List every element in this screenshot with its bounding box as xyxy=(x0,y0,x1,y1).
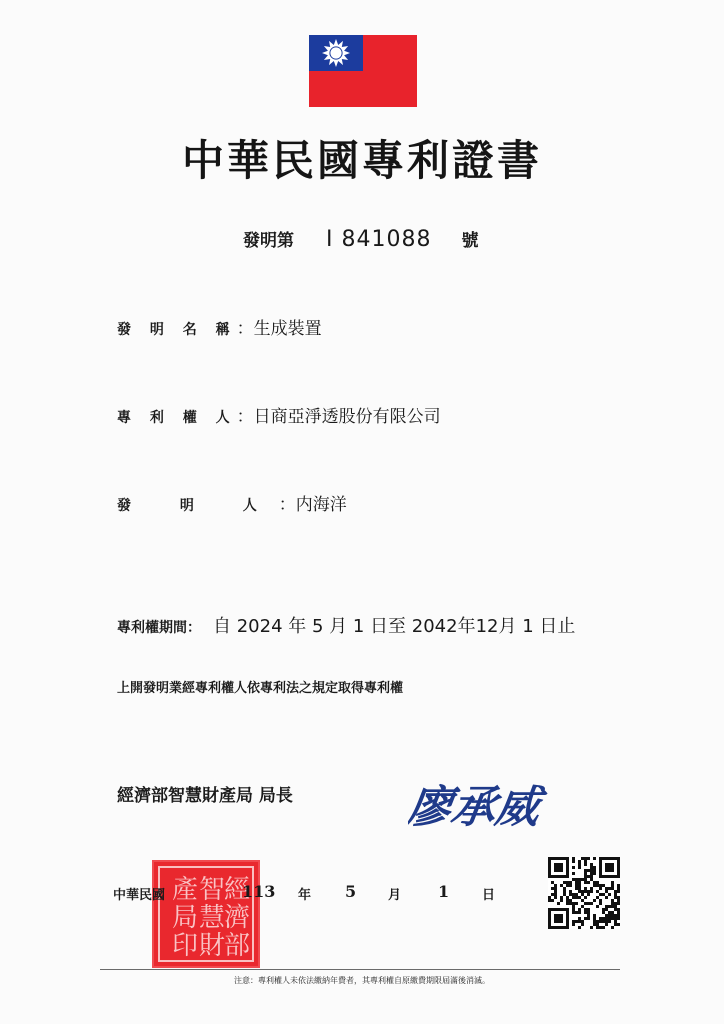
patent-number: I 841088 xyxy=(326,227,432,252)
svg-text:濟: 濟 xyxy=(224,903,251,933)
svg-text:智: 智 xyxy=(199,875,226,905)
date-day: 1 xyxy=(438,882,450,901)
patent-term-row xyxy=(117,612,575,638)
patent-term-label: 專利權期間： xyxy=(117,620,201,636)
qr-code xyxy=(548,857,620,929)
signature-icon xyxy=(408,776,578,836)
white-sun-icon xyxy=(309,35,363,71)
certificate-title: 中華民國專利證書 xyxy=(181,136,542,185)
svg-text:部: 部 xyxy=(224,931,251,961)
official-seal xyxy=(154,862,258,966)
patentee-value: ：日商亞淨透股份有限公司 xyxy=(236,407,441,427)
footer-notice: 注意：專利權人未依法繳納年費者，其專利權自原繳費期限屆滿後消滅。 xyxy=(234,976,490,985)
svg-text:財: 財 xyxy=(199,931,226,961)
patent-type-label: 發明第 xyxy=(243,231,294,251)
inventor-value: ：内海洋 xyxy=(278,495,347,515)
flag-canton xyxy=(309,35,363,71)
invention-name-value: ：生成裝置 xyxy=(236,319,322,339)
date-era-label: 中華民國 xyxy=(113,888,166,903)
patentee-label: 專 利 權 人 xyxy=(117,410,237,426)
date-month: 5 xyxy=(345,882,357,901)
svg-text:經: 經 xyxy=(224,875,251,905)
svg-text:局: 局 xyxy=(172,903,199,933)
patent-number-line xyxy=(243,226,478,252)
inventor-row xyxy=(117,490,347,515)
date-year: 113 xyxy=(242,882,276,901)
svg-text:產: 產 xyxy=(172,875,199,905)
qr-code-icon xyxy=(548,857,620,929)
director-signature xyxy=(408,776,578,836)
patent-number-suffix: 號 xyxy=(461,231,479,251)
date-month-unit: 月 xyxy=(388,888,402,903)
svg-text:印: 印 xyxy=(172,931,199,961)
svg-text:廖承威: 廖承威 xyxy=(408,781,544,833)
footer-divider xyxy=(100,969,620,970)
grant-statement: 上開發明業經專利權人依專利法之規定取得專利權 xyxy=(117,681,404,696)
invention-name-label: 發 明 名 稱 xyxy=(117,322,237,338)
issuing-authority: 經濟部智慧財產局 局長 xyxy=(117,786,293,806)
date-year-unit: 年 xyxy=(298,888,312,903)
svg-text:慧: 慧 xyxy=(199,903,226,933)
inventor-label: 發 明 人 xyxy=(117,498,279,514)
patent-term-value: 自 2024 年 5 月 1 日至 2042年12月 1 日止 xyxy=(213,616,576,637)
taiwan-flag xyxy=(309,35,417,107)
patentee-row xyxy=(117,402,441,427)
date-day-unit: 日 xyxy=(482,888,496,903)
invention-name-row xyxy=(117,314,322,339)
seal-stamp-icon xyxy=(154,862,258,966)
